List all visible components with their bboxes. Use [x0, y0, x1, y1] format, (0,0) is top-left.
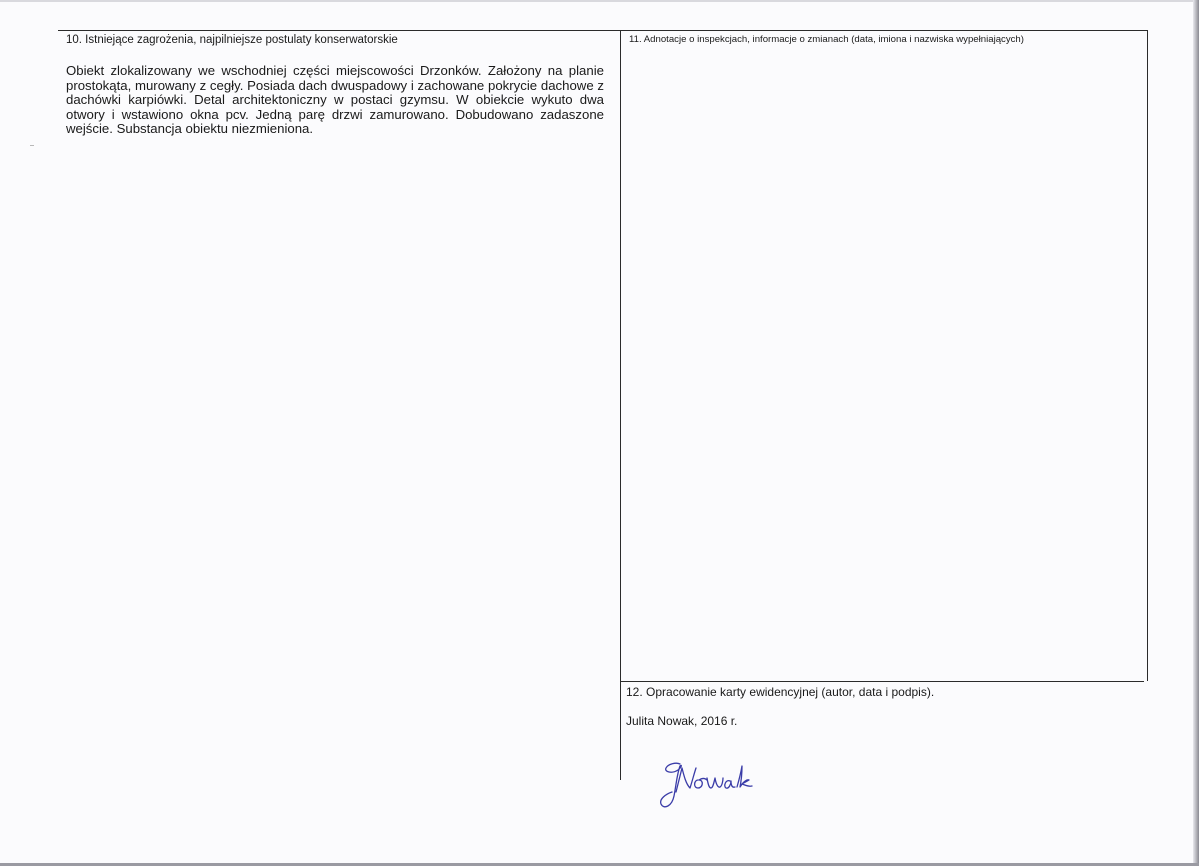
section12-title: 12. Opracowanie karty ewidencyjnej (autor, data i podpis). — [626, 685, 935, 699]
section12-top-border — [620, 681, 1144, 682]
section10-title: 10. Istniejące zagrożenia, najpilniejsze postulaty konserwatorskie — [66, 34, 398, 46]
column-divider — [620, 30, 621, 780]
section11-title: 11. Adnotacje o inspekcjach, informacje o zmianach (data, imiona i nazwiska wypełniających) — [629, 34, 1024, 45]
section12-author: Julita Nowak, 2016 r. — [626, 714, 738, 728]
right-border — [1147, 30, 1148, 681]
top-border — [58, 30, 1148, 31]
paper-speck — [30, 145, 34, 146]
handwritten-signature — [658, 754, 798, 814]
section10-body: Obiekt zlokalizowany we wschodniej części miejscowości Drzonków. Założony na planie prostokąta, murowany z cegły. Posiada dach dwuspadowy i zachowane pokrycie dachowe z dachówki karpiówki. Detal architektoniczny w postaci gzymsu. W obiekcie wykuto dwa otwory i wstawiono okna pcv. Jedną parę drzwi zamurowano. Dobudowano zadaszone wejście. Substancja obiektu niezmieniona. — [66, 63, 604, 137]
scan-edge-right — [1193, 0, 1199, 866]
